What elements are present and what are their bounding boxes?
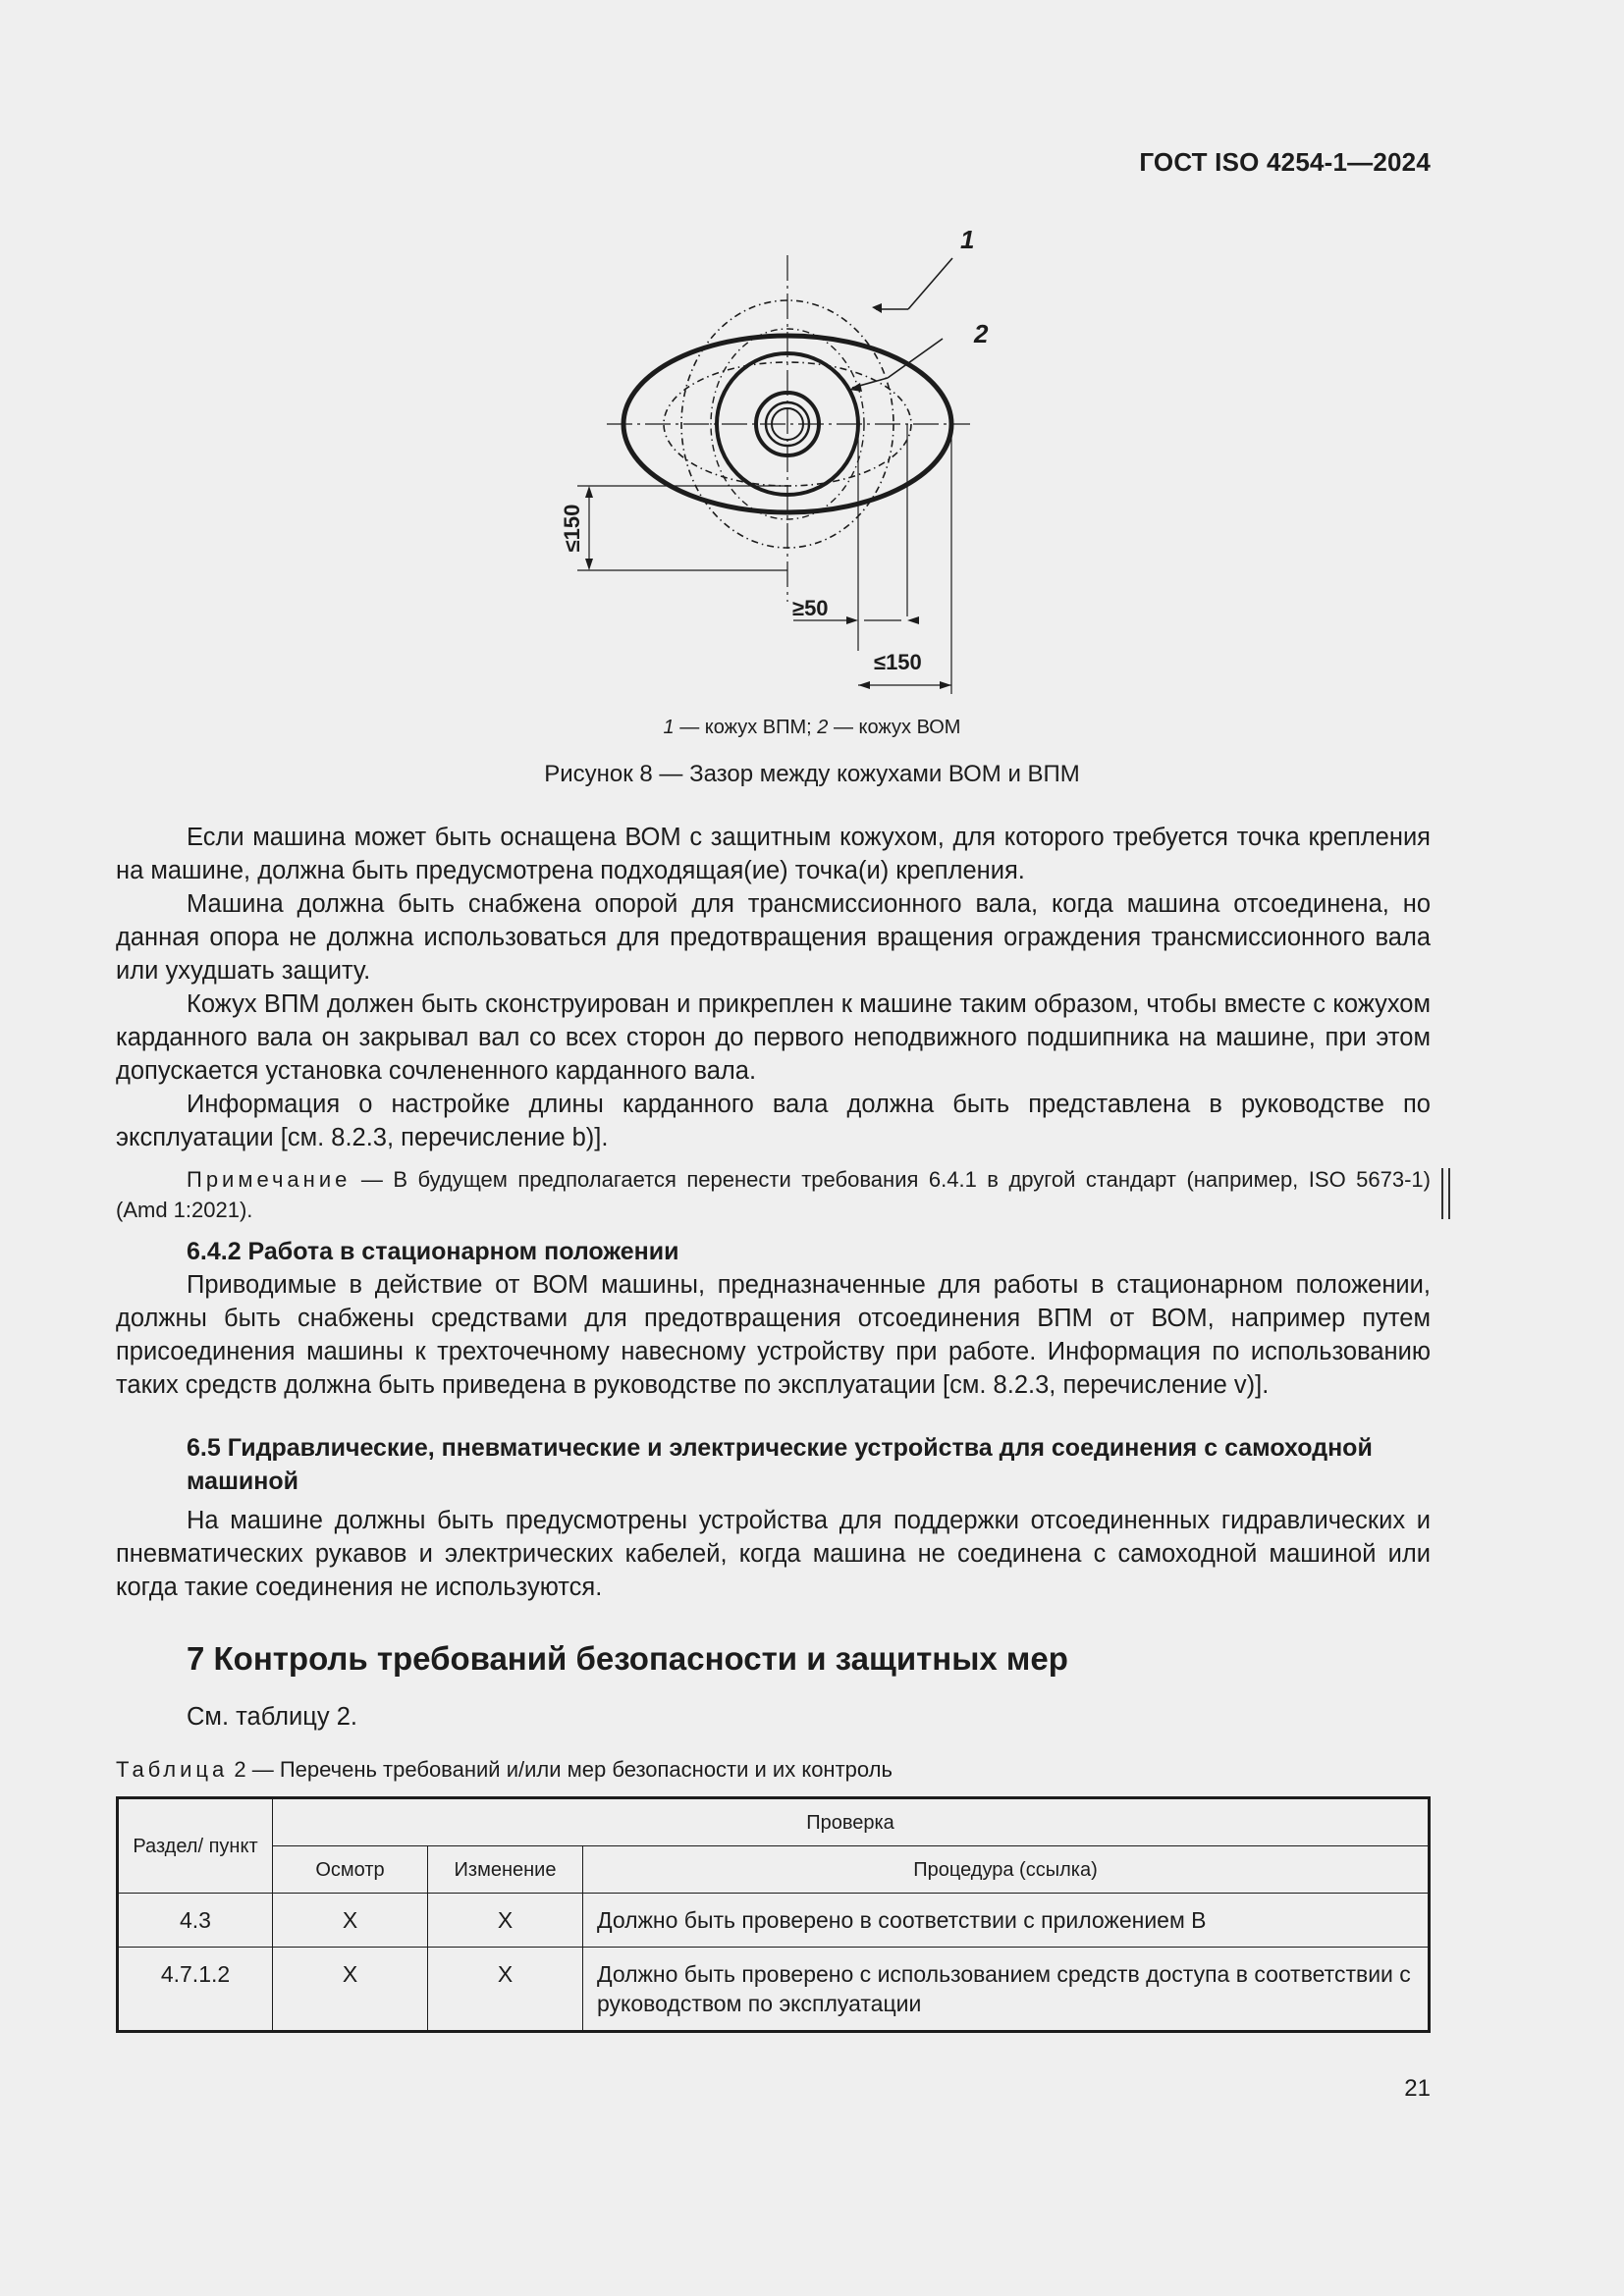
note-paragraph — [116, 1164, 1431, 1225]
legend-text-2: — кожух ВОМ — [828, 717, 961, 738]
cell-change: X — [428, 1948, 583, 2032]
header-inspection: Осмотр — [273, 1846, 428, 1894]
callout-2: 2 — [974, 319, 989, 348]
table-title-text: 2 — Перечень требований и/или мер безопасности и их контроль — [228, 1757, 893, 1782]
heading-6-5: 6.5 Гидравлические, пневматические и электрические устройства для соединения с самоходной машиной — [187, 1434, 1373, 1495]
paragraph: Машина должна быть снабжена опорой для трансмиссионного вала, когда машина отсоединена, но данная опора не должна использоваться для предотвращения вращения ограждения трансмиссионного вала или ухудшать защиту. — [116, 890, 1431, 985]
heading-7: 7 Контроль требований безопасности и защитных мер — [187, 1640, 1068, 1677]
cell-section: 4.3 — [118, 1894, 273, 1948]
figure-legend — [0, 717, 1624, 739]
cell-inspection: X — [273, 1894, 428, 1948]
table-title-label: Таблица — [116, 1757, 229, 1782]
cell-inspection: X — [273, 1948, 428, 2032]
legend-number-2: 2 — [817, 717, 829, 738]
header-procedure: Процедура (ссылка) — [583, 1846, 1430, 1894]
requirements-table — [116, 1796, 1431, 2033]
note-text: — В будущем предполагается перенести требования 6.4.1 в другой стандарт (например, ISO 5673-1) (Amd 1:2021). — [116, 1167, 1431, 1222]
note-label: Примечание — [187, 1167, 352, 1192]
paragraph: Информация о настройке длины карданного вала должна быть представлена в руководстве по эксплуатации [см. 8.2.3, перечисление b)]. — [116, 1091, 1431, 1151]
callout-1: 1 — [960, 225, 975, 254]
table-title — [116, 1753, 1431, 1787]
cell-change: X — [428, 1894, 583, 1948]
change-marker — [1441, 1168, 1450, 1219]
dim-horizontal-label: ≤150 — [874, 650, 922, 674]
standard-code: ГОСТ ISO 4254-1—2024 — [1139, 147, 1431, 177]
table-row — [118, 1948, 1430, 2032]
main-text — [116, 821, 1431, 2033]
note — [116, 1164, 1431, 1225]
figure-caption: Рисунок 8 — Зазор между кожухами ВОМ и ВПМ — [544, 761, 1080, 787]
paragraph: Кожух ВПМ должен быть сконструирован и прикреплен к машине таким образом, чтобы вместе с кожухом карданного вала он закрывал вал со всех сторон до первого неподвижного подшипника на машине, при этом допускается установка сочлененного карданного вала. — [116, 990, 1431, 1085]
table-row — [118, 1894, 1430, 1948]
cell-procedure: Должно быть проверено в соответствии с приложением В — [583, 1894, 1430, 1948]
dim-gap-label: ≥50 — [792, 596, 829, 620]
page-number: 21 — [1404, 2075, 1431, 2102]
legend-text-1: — кожух ВПМ; — [674, 717, 818, 738]
header-change: Изменение — [428, 1846, 583, 1894]
paragraph: Если машина может быть оснащена ВОМ с защитным кожухом, для которого требуется точка крепления на машине, должна быть предусмотрена подходящая(ие) точка(и) крепления. — [116, 824, 1431, 884]
header-check: Проверка — [273, 1798, 1430, 1846]
heading-6-4-2: 6.4.2 Работа в стационарном положении — [187, 1238, 679, 1265]
figure-8-diagram — [530, 221, 1011, 697]
dim-vertical-label: ≤150 — [560, 504, 584, 553]
paragraph: На машине должны быть предусмотрены устройства для поддержки отсоединенных гидравлических и пневматических рукавов и электрических кабелей, когда машина не соединена с самоходной машиной или когда такие соединения не используются. — [116, 1507, 1431, 1601]
legend-number-1: 1 — [663, 717, 675, 738]
header-section: Раздел/ пункт — [118, 1798, 273, 1894]
cell-procedure: Должно быть проверено с использованием средств доступа в соответствии с руководством по эксплуатации — [583, 1948, 1430, 2032]
cell-section: 4.7.1.2 — [118, 1948, 273, 2032]
paragraph: См. таблицу 2. — [187, 1703, 357, 1731]
paragraph: Приводимые в действие от ВОМ машины, предназначенные для работы в стационарном положении, должны быть снабжены средствами для предотвращения отсоединения ВПМ от ВОМ, например путем присоединения машины к трехточечному навесному устройству при работе. Информация по использованию таких средств должна быть приведена в руководстве по эксплуатации [см. 8.2.3, перечисление v)]. — [116, 1271, 1431, 1399]
